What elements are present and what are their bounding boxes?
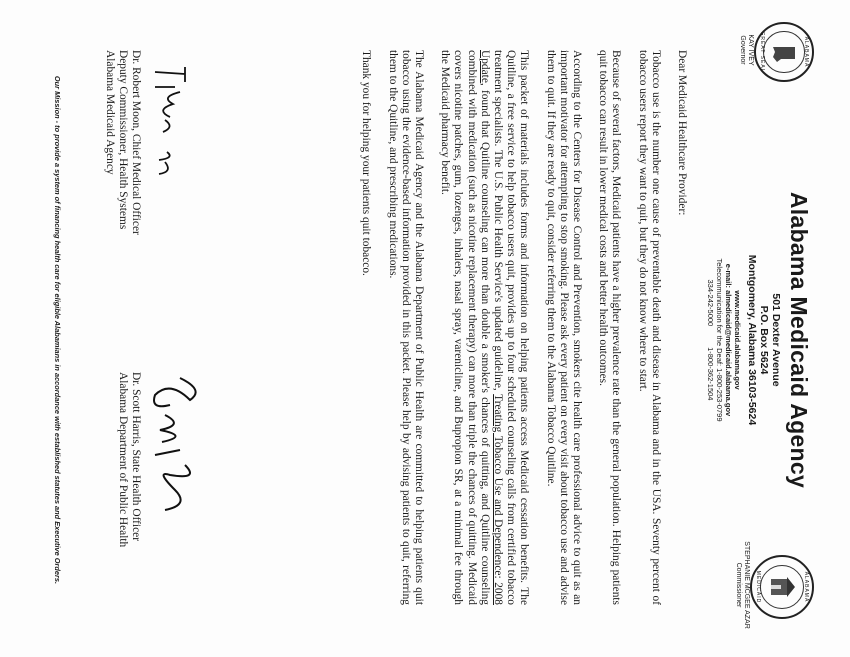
harris-signature-icon (140, 370, 210, 520)
guideline-title: Treating Tobacco Use and Dependence: 2008 Update (478, 50, 504, 606)
salutation: Dear Medicaid Healthcare Provider: (676, 50, 688, 216)
commissioner-name: STEPHANIE MCGEE AZAR (743, 541, 750, 629)
tdd-line: Telecommunication for the Deaf: 1-800-253-0799 (715, 258, 724, 422)
paragraph-2: Because of several factors, Medicaid patients have a higher prevalence rate than the general population. Helping patients quit tobacco can result in lower medical costs and better health outcomes. (597, 50, 623, 605)
website-text: www.medicaid.alabama.gov (733, 290, 742, 390)
moon-signature-icon (145, 62, 195, 182)
building-icon (767, 574, 797, 600)
paragraph-1: Tobacco use is the number one cause of preventable death and disease in Alabama and in the USA. Seventy percent of tobacco users report they want to quit, but they do not know where to start. (636, 50, 662, 605)
medicaid-seal-icon (750, 555, 814, 619)
governor-block (738, 14, 754, 86)
email-label: e-mail: (724, 263, 733, 288)
right-signature-block (116, 372, 142, 652)
commissioner-title: Commissioner (735, 562, 742, 608)
governor-name: KAY IVEY (747, 34, 754, 66)
contact-block (706, 190, 742, 490)
phone-fax-row (706, 190, 715, 490)
left-signature-block (102, 50, 142, 350)
paragraph-4-part-b: , found that Quitline counseling can more than double a smoker's chances of quitting, and Quitline counseling combined with medication (such as nicotine replacement therapy) can more than triple the chances of quitting. Medicaid covers nicotine patches, gum, lozenges, inhalers, nasal spray, varenicline, and Bupropion SR, at a minimal fee through the Medicaid pharmacy benefit. (439, 50, 491, 605)
paragraph-4 (438, 50, 530, 605)
letter-body (359, 50, 688, 605)
closing-line: Thank you for helping your patients quit tobacco. (360, 50, 373, 276)
alabama-state-seal-icon (754, 22, 814, 82)
seal-top-text: ALABAMA (803, 36, 809, 68)
phone-number: 334-242-5000 (706, 279, 715, 327)
agency-title: Alabama Medicaid Agency (786, 191, 812, 489)
seal-bottom-text: GREAT SEAL (759, 31, 765, 73)
seal-inner-ring (763, 31, 804, 72)
harris-department: Alabama Department of Public Health (116, 372, 129, 548)
agency-address (746, 200, 782, 480)
commissioner-block (734, 530, 750, 640)
email-row (724, 190, 733, 490)
moon-agency: Alabama Medicaid Agency (103, 50, 116, 175)
governor-title: Governor (739, 35, 746, 65)
paragraph-5: The Alabama Medicaid Agency and the Alabama Department of Public Health are committed to helping patients quit tobacco using the evidence-based information provided in this packet. Please help by advising patients to quit, referring them to the Quitline, and prescribing medications. (386, 50, 425, 605)
paragraph-3: According to the Centers for Disease Control and Prevention, smokers cite health care professional advice to quit as an important motivator for attempting to stop smoking. Please ask every patient on every visit about tobacco use and advise them to quit. If they are ready to quit, consider referring them to the Alabama Tobacco Quitline. (544, 50, 583, 605)
email-address: almedicaid@medicaid.alabama.gov (724, 290, 733, 417)
seal-bottom-text: MEDICAID (755, 570, 761, 604)
harris-name-title: Dr. Scott Harris, State Health Officer (130, 372, 142, 542)
address-line-3: Montgomery, Alabama 36103-5624 (746, 254, 758, 426)
paragraph-4-part-a: This packet of materials includes forms and information on helping patients access Medicaid cessation benefits. The Quitline, a free service to help tobacco users quit, provides up to four scheduled counseling calls from certified tobacco treatment specialists. The U.S. Public Health Service's updated guideline, (491, 50, 531, 605)
moon-position: Deputy Commissioner, Health Systems (116, 50, 129, 230)
fax-number: 1-800-362-1504 (706, 347, 715, 401)
map-icon (769, 37, 799, 67)
moon-name-title: Dr. Robert Moon, Chief Medical Officer (130, 50, 142, 235)
seal-top-text: ALABAMA (803, 571, 809, 603)
mission-statement: Our Mission - to provide a system of financing health care for eligible Alabamians in accordance with established statutes and Executive Orders. (53, 75, 62, 585)
address-line-1: 501 Dexter Avenue (770, 293, 782, 387)
address-line-2: P.O. Box 5624 (758, 305, 770, 375)
seal-inner-ring (760, 565, 804, 609)
